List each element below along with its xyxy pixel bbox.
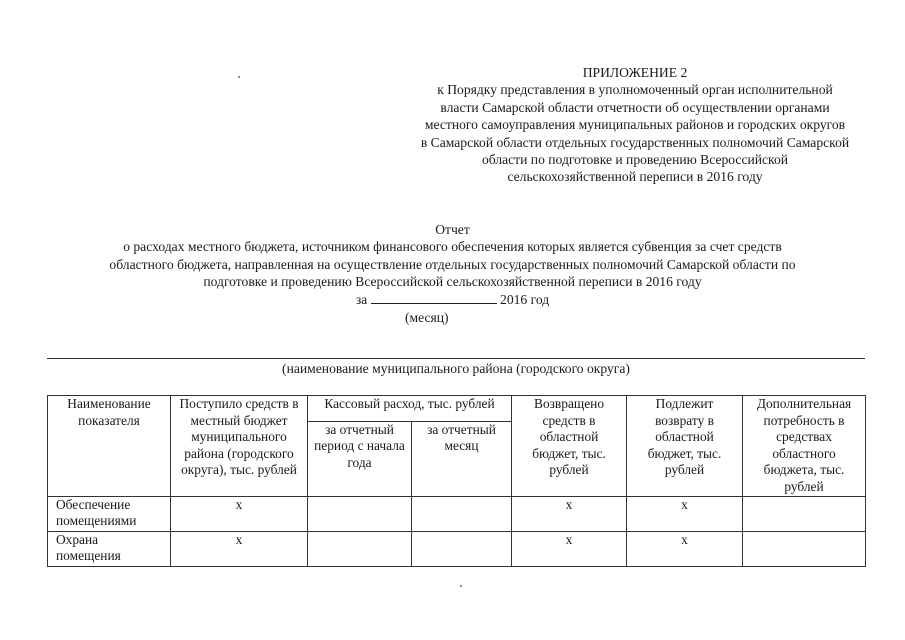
header-indicator: Наименование показателя bbox=[48, 396, 171, 497]
row-label: Обеспечение помещениями bbox=[48, 496, 171, 531]
row-label: Охрана помещения bbox=[48, 531, 171, 566]
appendix-block bbox=[420, 64, 850, 186]
header-to-return: Подлежит возврату в областной бюджет, тыс. рублей bbox=[627, 396, 743, 497]
header-cash-period: за отчетный период с начала года bbox=[308, 421, 412, 496]
scan-speck bbox=[460, 585, 462, 587]
table-row bbox=[48, 531, 866, 566]
cell-cash-month bbox=[412, 496, 512, 531]
header-received: Поступило средств в местный бюджет муниципального района (городского округа), тыс. рублей bbox=[171, 396, 308, 497]
cell-cash-period bbox=[308, 531, 412, 566]
scan-speck bbox=[238, 76, 240, 78]
header-cash-expense: Кассовый расход, тыс. рублей bbox=[308, 396, 512, 422]
cell-additional bbox=[743, 531, 866, 566]
report-description-line-1: о расходах местного бюджета, источником финансового обеспечения которых является субвенция за счет средств bbox=[123, 239, 782, 255]
appendix-text: к Порядку представления в уполномоченный орган исполнительной власти Самарской области отчетности об осуществлении органами местного самоуправления муниципальных районов и городских округов в Самарской области отдельных государственных полномочий Самарской области по подготовке и проведению Всероссийской сельскохозяйственной переписи в 2016 году bbox=[420, 82, 850, 185]
report-description-line-3: подготовке и проведению Всероссийской сельскохозяйственной переписи в 2016 году bbox=[203, 274, 702, 290]
month-hint: (месяц) bbox=[405, 310, 449, 325]
appendix-header: ПРИЛОЖЕНИЕ 2 bbox=[582, 65, 688, 80]
municipality-blank-line bbox=[47, 358, 865, 359]
cell-to-return: x bbox=[627, 531, 743, 566]
cell-to-return: x bbox=[627, 496, 743, 531]
cell-cash-month bbox=[412, 531, 512, 566]
table-row bbox=[48, 496, 866, 531]
report-title: Отчет bbox=[435, 222, 470, 237]
header-cash-month: за отчетный месяц bbox=[412, 421, 512, 496]
cell-received: x bbox=[171, 496, 308, 531]
month-blank-line bbox=[371, 292, 497, 304]
report-period-line bbox=[30, 291, 875, 308]
period-year: 2016 год bbox=[500, 291, 550, 307]
cell-additional bbox=[743, 496, 866, 531]
period-za: за bbox=[355, 291, 368, 307]
cell-received: x bbox=[171, 531, 308, 566]
cell-cash-period bbox=[308, 496, 412, 531]
header-additional: Дополнительная потребность в средствах областного бюджета, тыс. рублей bbox=[743, 396, 866, 497]
cell-returned: x bbox=[512, 496, 627, 531]
municipality-hint: (наименование муниципального района (городского округа) bbox=[282, 361, 630, 376]
report-table bbox=[47, 395, 866, 567]
report-description-line-2: областного бюджета, направленная на осуществление отдельных государственных полномочий Самарской области по bbox=[109, 256, 796, 272]
report-heading bbox=[30, 221, 875, 308]
cell-returned: x bbox=[512, 531, 627, 566]
header-returned: Возвращено средств в областной бюджет, тыс. рублей bbox=[512, 396, 627, 497]
